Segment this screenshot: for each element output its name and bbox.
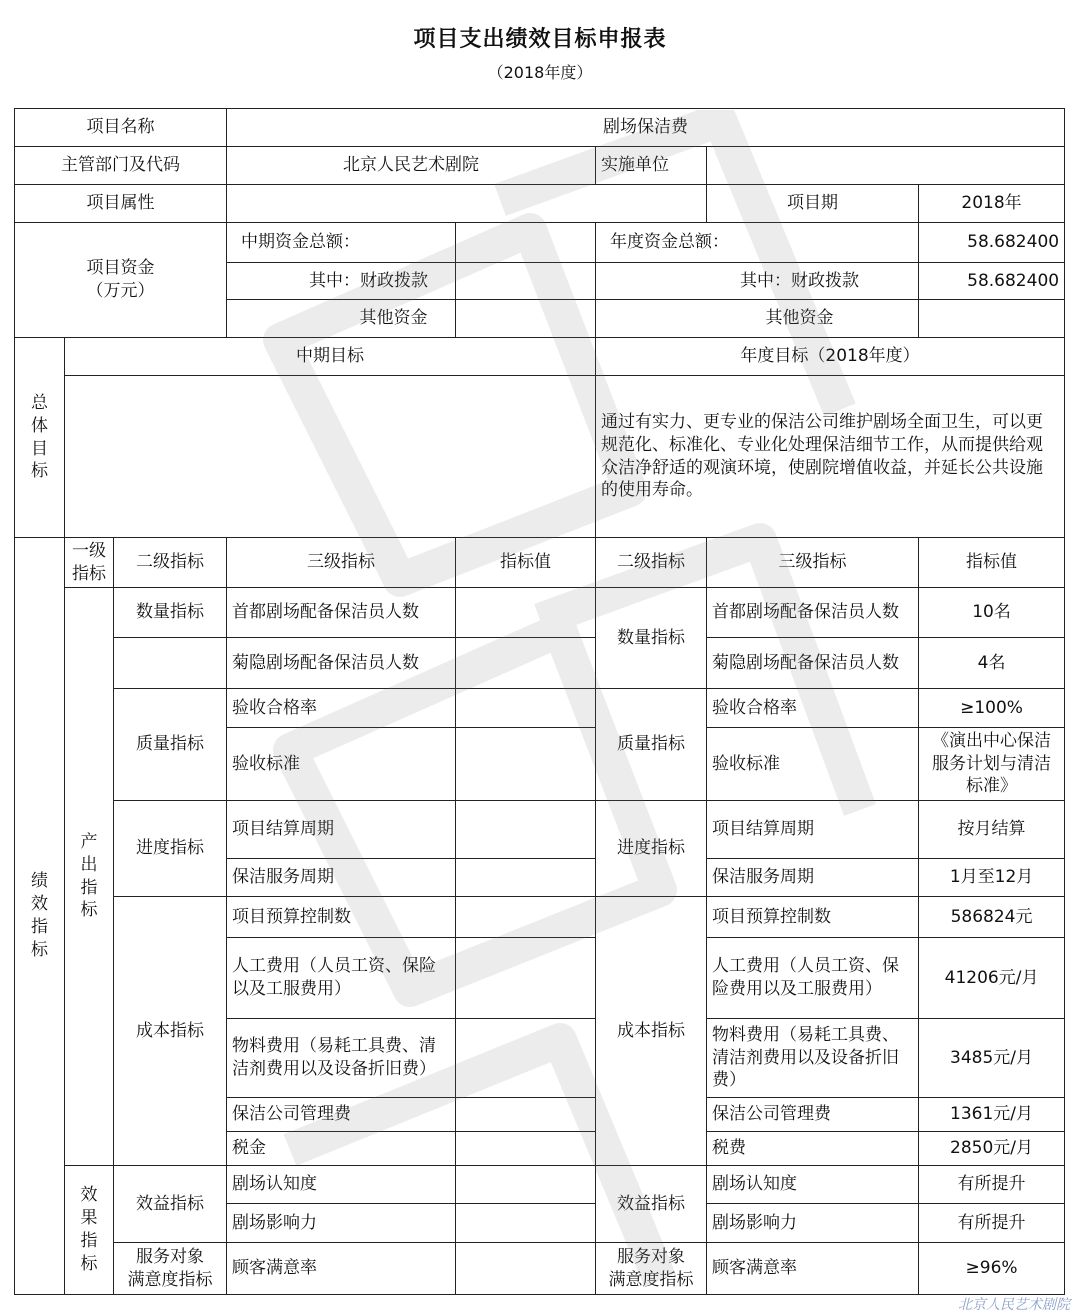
cost-item-1: 项目预算控制数 bbox=[227, 897, 456, 938]
dept-label: 主管部门及代码 bbox=[15, 147, 227, 185]
benefit-item-1-mid-value bbox=[456, 1166, 596, 1204]
project-period-value: 2018年 bbox=[919, 185, 1065, 223]
year-other-value bbox=[919, 300, 1065, 338]
satisfaction-item-1: 顾客满意率 bbox=[227, 1243, 456, 1295]
year-goal-text: 通过有实力、更专业的保洁公司维护剧场全面卫生，可以更规范化、标准化、专业化处理保洁细节工作，从而提供给观众洁净舒适的观演环境，使剧院增值收益，并延长公共设施的使用寿命。 bbox=[596, 376, 1065, 538]
satisfaction-label-year: 服务对象 满意度指标 bbox=[596, 1243, 707, 1295]
page-title: 项目支出绩效目标申报表 bbox=[413, 27, 667, 52]
satisfaction-label: 服务对象 满意度指标 bbox=[114, 1243, 227, 1295]
quantity-label: 数量指标 bbox=[114, 588, 227, 638]
schedule-item-2-year: 保洁服务周期 bbox=[707, 859, 919, 897]
mid-goal-header: 中期目标 bbox=[65, 338, 596, 376]
quality-item-1-mid-value bbox=[456, 689, 596, 728]
cost-item-4: 保洁公司管理费 bbox=[227, 1098, 456, 1132]
cost-item-2-mid-value bbox=[456, 938, 596, 1019]
schedule-item-1-value: 按月结算 bbox=[919, 801, 1065, 859]
satisfaction-item-1-year: 顾客满意率 bbox=[707, 1243, 919, 1295]
project-attr-label: 项目属性 bbox=[15, 185, 227, 223]
benefit-item-2: 剧场影响力 bbox=[227, 1204, 456, 1243]
output-indicator-label: 产 出 指 标 bbox=[65, 588, 114, 1166]
cost-item-2-value: 41206元/月 bbox=[919, 938, 1065, 1019]
schedule-item-1-year: 项目结算周期 bbox=[707, 801, 919, 859]
benefit-label-year: 效益指标 bbox=[596, 1166, 707, 1243]
quantity-item-2-value: 4名 bbox=[919, 638, 1065, 689]
cost-item-3-value: 3485元/月 bbox=[919, 1019, 1065, 1098]
funds-label: 项目资金 （万元） bbox=[15, 223, 227, 338]
satisfaction-item-1-value: ≥96% bbox=[919, 1243, 1065, 1295]
quality-item-2: 验收标准 bbox=[227, 728, 456, 801]
quality-label-year: 质量指标 bbox=[596, 689, 707, 801]
year-fiscal-value: 58.682400 bbox=[919, 263, 1065, 300]
schedule-item-2-value: 1月至12月 bbox=[919, 859, 1065, 897]
cost-item-5: 税金 bbox=[227, 1132, 456, 1166]
benefit-item-2-mid-value bbox=[456, 1204, 596, 1243]
quality-item-1: 验收合格率 bbox=[227, 689, 456, 728]
level3-header: 三级指标 bbox=[227, 538, 456, 588]
benefit-item-1: 剧场认知度 bbox=[227, 1166, 456, 1204]
cost-item-2-year: 人工费用（人员工资、保险费用以及工服费用） bbox=[707, 938, 919, 1019]
quality-item-1-year: 验收合格率 bbox=[707, 689, 919, 728]
project-attr-value bbox=[227, 185, 707, 223]
satisfaction-item-1-mid-value bbox=[456, 1243, 596, 1295]
mid-total-label: 中期资金总额： bbox=[227, 223, 456, 263]
schedule-label: 进度指标 bbox=[114, 801, 227, 897]
benefit-item-2-value: 有所提升 bbox=[919, 1204, 1065, 1243]
project-name-value: 剧场保洁费 bbox=[227, 109, 1065, 147]
benefit-label: 效益指标 bbox=[114, 1166, 227, 1243]
cost-item-3-mid-value bbox=[456, 1019, 596, 1098]
level2-header: 二级指标 bbox=[114, 538, 227, 588]
effect-indicator-label: 效 果 指 标 bbox=[65, 1166, 114, 1295]
mid-goal-text bbox=[65, 376, 596, 538]
quantity-item-2: 菊隐剧场配备保洁员人数 bbox=[227, 638, 456, 689]
impl-unit-value bbox=[707, 147, 1065, 185]
cost-item-3: 物料费用（易耗工具费、清洁剂费用以及设备折旧费） bbox=[227, 1019, 456, 1098]
dept-value: 北京人民艺术剧院 bbox=[227, 147, 596, 185]
year-goal-header: 年度目标（2018年度） bbox=[596, 338, 1065, 376]
schedule-item-1-mid-value bbox=[456, 801, 596, 859]
value-header: 指标值 bbox=[456, 538, 596, 588]
perf-indicator-label: 绩 效 指 标 bbox=[15, 538, 65, 1295]
mid-fiscal-label: 其中：财政拨款 bbox=[227, 263, 456, 300]
mid-total-value bbox=[456, 223, 596, 263]
level2-header-year: 二级指标 bbox=[596, 538, 707, 588]
mid-other-label: 其他资金 bbox=[227, 300, 456, 338]
impl-unit-label: 实施单位 bbox=[596, 147, 707, 185]
level3-header-year: 三级指标 bbox=[707, 538, 919, 588]
cost-item-4-mid-value bbox=[456, 1098, 596, 1132]
year-total-value: 58.682400 bbox=[919, 223, 1065, 263]
performance-target-table bbox=[14, 108, 1065, 1295]
benefit-item-1-value: 有所提升 bbox=[919, 1166, 1065, 1204]
year-fiscal-label: 其中：财政拨款 bbox=[596, 263, 919, 300]
cost-item-4-year: 保洁公司管理费 bbox=[707, 1098, 919, 1132]
project-name-label: 项目名称 bbox=[15, 109, 227, 147]
cost-item-5-mid-value bbox=[456, 1132, 596, 1166]
quantity-item-1-mid-value bbox=[456, 588, 596, 638]
overall-goal-label: 总 体 目 标 bbox=[15, 338, 65, 538]
cost-item-1-value: 586824元 bbox=[919, 897, 1065, 938]
cost-item-5-year: 税费 bbox=[707, 1132, 919, 1166]
quality-item-2-year: 验收标准 bbox=[707, 728, 919, 801]
quantity-item-1-year: 首都剧场配备保洁员人数 bbox=[707, 588, 919, 638]
quantity-item-1-value: 10名 bbox=[919, 588, 1065, 638]
quantity-item-2-year: 菊隐剧场配备保洁员人数 bbox=[707, 638, 919, 689]
cost-item-2: 人工费用（人员工资、保险以及工服费用） bbox=[227, 938, 456, 1019]
benefit-item-1-year: 剧场认知度 bbox=[707, 1166, 919, 1204]
page-subtitle: （2018年度） bbox=[487, 63, 593, 82]
year-other-label: 其他资金 bbox=[596, 300, 919, 338]
quantity-blank-cell bbox=[114, 638, 227, 689]
cost-item-5-value: 2850元/月 bbox=[919, 1132, 1065, 1166]
schedule-item-2-mid-value bbox=[456, 859, 596, 897]
level1-header: 一级 指标 bbox=[65, 538, 114, 588]
value-header-year: 指标值 bbox=[919, 538, 1065, 588]
project-period-label: 项目期 bbox=[707, 185, 919, 223]
schedule-item-2: 保洁服务周期 bbox=[227, 859, 456, 897]
schedule-label-year: 进度指标 bbox=[596, 801, 707, 897]
benefit-item-2-year: 剧场影响力 bbox=[707, 1204, 919, 1243]
quantity-item-1: 首都剧场配备保洁员人数 bbox=[227, 588, 456, 638]
cost-item-1-year: 项目预算控制数 bbox=[707, 897, 919, 938]
cost-item-3-year: 物料费用（易耗工具费、清洁剂费用以及设备折旧费） bbox=[707, 1019, 919, 1098]
quantity-label-year: 数量指标 bbox=[596, 588, 707, 689]
cost-item-1-mid-value bbox=[456, 897, 596, 938]
quality-item-1-value: ≥100% bbox=[919, 689, 1065, 728]
quality-label: 质量指标 bbox=[114, 689, 227, 801]
theater-stamp-logo: 北京人民艺术剧院 bbox=[958, 1297, 1070, 1313]
mid-fiscal-value bbox=[456, 263, 596, 300]
year-total-label: 年度资金总额： bbox=[596, 223, 919, 263]
quality-item-2-mid-value bbox=[456, 728, 596, 801]
mid-other-value bbox=[456, 300, 596, 338]
quantity-item-2-mid-value bbox=[456, 638, 596, 689]
schedule-item-1: 项目结算周期 bbox=[227, 801, 456, 859]
quality-item-2-value: 《演出中心保洁服务计划与清洁标准》 bbox=[919, 728, 1065, 801]
cost-label: 成本指标 bbox=[114, 897, 227, 1166]
cost-label-year: 成本指标 bbox=[596, 897, 707, 1166]
cost-item-4-value: 1361元/月 bbox=[919, 1098, 1065, 1132]
